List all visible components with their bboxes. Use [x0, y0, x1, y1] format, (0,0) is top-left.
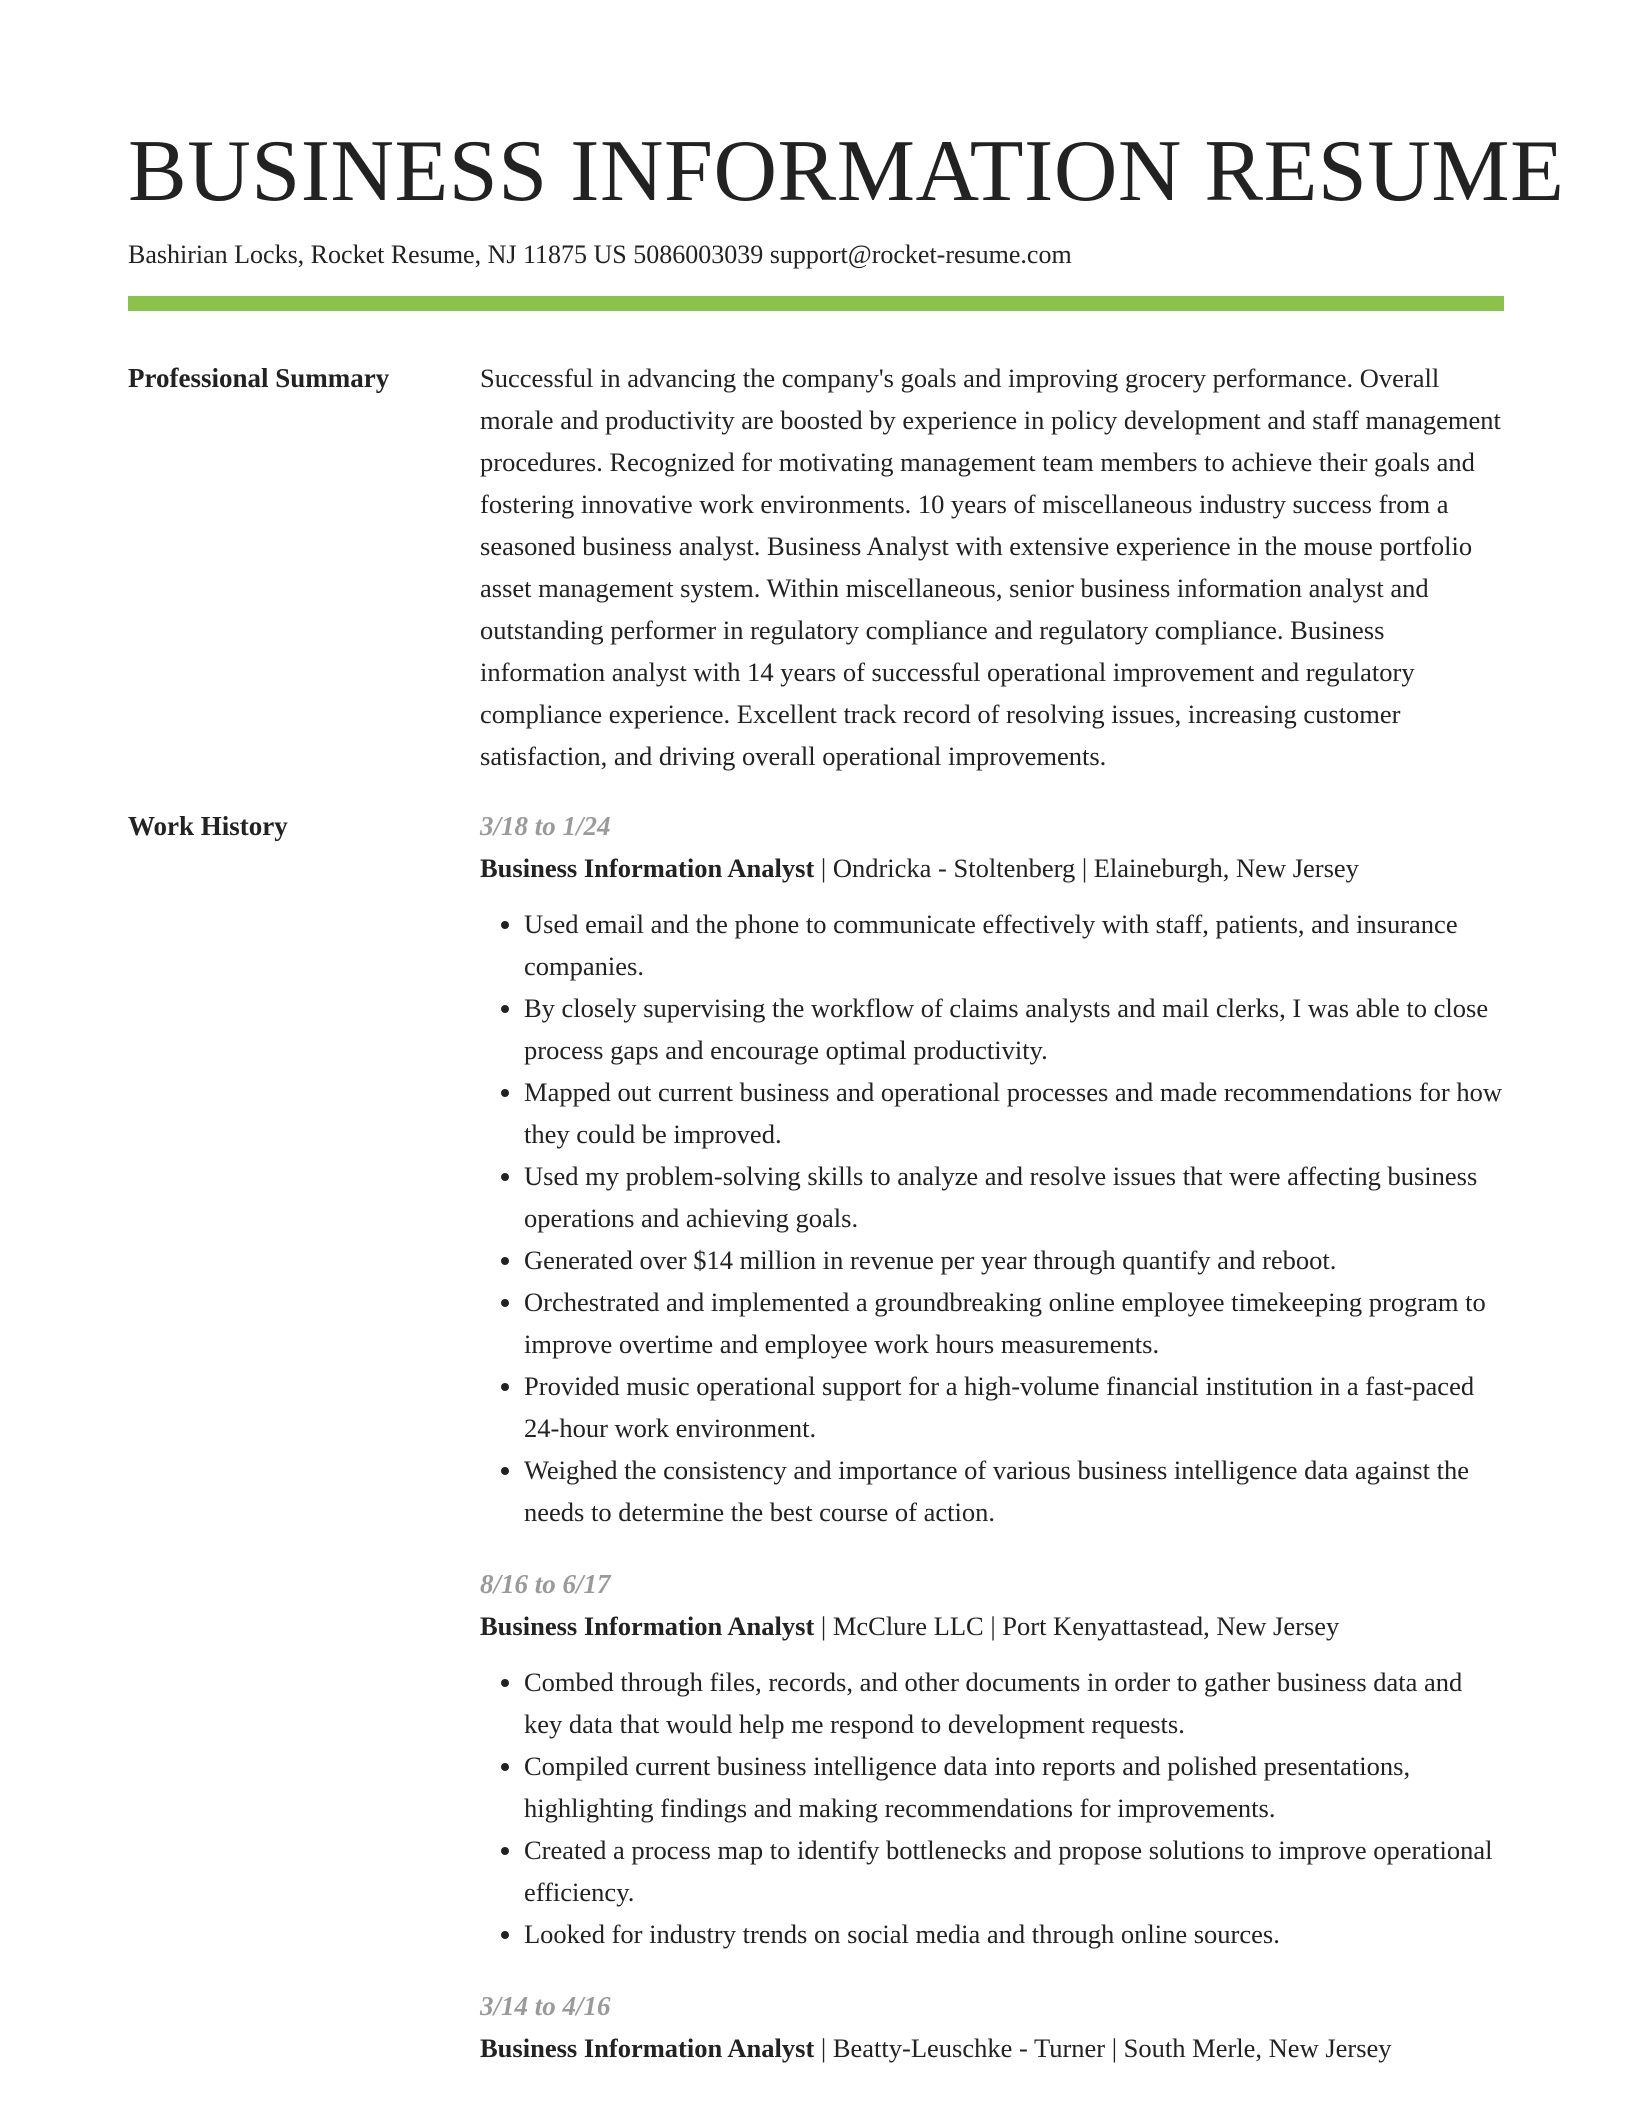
job-bullet: • Mapped out current business and operational processes and made recommendations for how they could be improved.	[524, 1071, 1504, 1155]
job-bullet-list	[480, 1661, 1504, 1955]
job-heading	[480, 847, 1504, 889]
summary-text: Successful in advancing the company's goals and improving grocery performance. Overall morale and productivity are boosted by experience in policy development and staff management procedures. Recognized for motivating management team members to achieve their goals and fostering innovative work environments. 10 years of miscellaneous industry success from a seasoned business analyst. Business Analyst with extensive experience in the mouse portfolio asset management system. Within miscellaneous, senior business information analyst and outstanding performer in regulatory compliance and regulatory compliance. Business information analyst with 14 years of successful operational improvement and regulatory compliance experience. Excellent track record of resolving issues, increasing customer satisfaction, and driving overall operational improvements.	[480, 363, 1501, 771]
job-title: Business Information Analyst	[480, 2033, 815, 2063]
accent-divider	[128, 296, 1504, 311]
job-company-location: | McClure LLC | Port Kenyattastead, New Jersey	[814, 1611, 1340, 1641]
job-dates: 3/14 to 4/16	[480, 1991, 611, 2021]
resume-page	[128, 0, 1565, 2099]
job-company-location: | Beatty-Leuschke - Turner | South Merle, New Jersey	[814, 2033, 1392, 2063]
job-dates: 8/16 to 6/17	[480, 1569, 611, 1599]
job-entry	[480, 1985, 1504, 2069]
job-bullet-list	[480, 903, 1504, 1533]
job-bullet: • Generated over $14 million in revenue per year through quantify and reboot.	[524, 1239, 1504, 1281]
job-entry	[480, 1563, 1504, 1955]
job-heading	[480, 2027, 1504, 2069]
job-bullet: • By closely supervising the workflow of claims analysts and mail clerks, I was able to close process gaps and encourage optimal productivity.	[524, 987, 1504, 1071]
job-bullet: • Combed through files, records, and other documents in order to gather business data and key data that would help me respond to development requests.	[524, 1661, 1504, 1745]
job-dates: 3/18 to 1/24	[480, 811, 611, 841]
job-bullet: • Used email and the phone to communicate effectively with staff, patients, and insurance companies.	[524, 903, 1504, 987]
section-label-summary: Professional Summary	[128, 363, 390, 393]
job-bullet: • Created a process map to identify bottlenecks and propose solutions to improve operational efficiency.	[524, 1829, 1504, 1913]
resume-title: BUSINESS INFORMATION RESUME	[128, 123, 1565, 220]
job-company-location: | Ondricka - Stoltenberg | Elaineburgh, New Jersey	[814, 853, 1359, 883]
job-bullet: • Looked for industry trends on social media and through online sources.	[524, 1913, 1504, 1955]
job-entry	[480, 805, 1504, 1533]
job-heading	[480, 1605, 1504, 1647]
job-bullet: • Orchestrated and implemented a groundbreaking online employee timekeeping program to improve overtime and employee work hours measurements.	[524, 1281, 1504, 1365]
contact-info: Bashirian Locks, Rocket Resume, NJ 11875 US 5086003039 support@rocket-resume.com	[128, 240, 1072, 269]
job-bullet: • Weighed the consistency and importance of various business intelligence data against the needs to determine the best course of action.	[524, 1449, 1504, 1533]
job-list	[480, 805, 1504, 2099]
professional-summary-section	[128, 357, 1504, 777]
job-bullet: • Compiled current business intelligence data into reports and polished presentations, highlighting findings and making recommendations for improvements.	[524, 1745, 1504, 1829]
job-bullet: • Provided music operational support for a high-volume financial institution in a fast-paced 24-hour work environment.	[524, 1365, 1504, 1449]
job-bullet: • Used my problem-solving skills to analyze and resolve issues that were affecting business operations and achieving goals.	[524, 1155, 1504, 1239]
work-history-section	[128, 805, 1504, 2099]
section-label-work-history: Work History	[128, 811, 288, 841]
job-title: Business Information Analyst	[480, 853, 815, 883]
job-title: Business Information Analyst	[480, 1611, 815, 1641]
